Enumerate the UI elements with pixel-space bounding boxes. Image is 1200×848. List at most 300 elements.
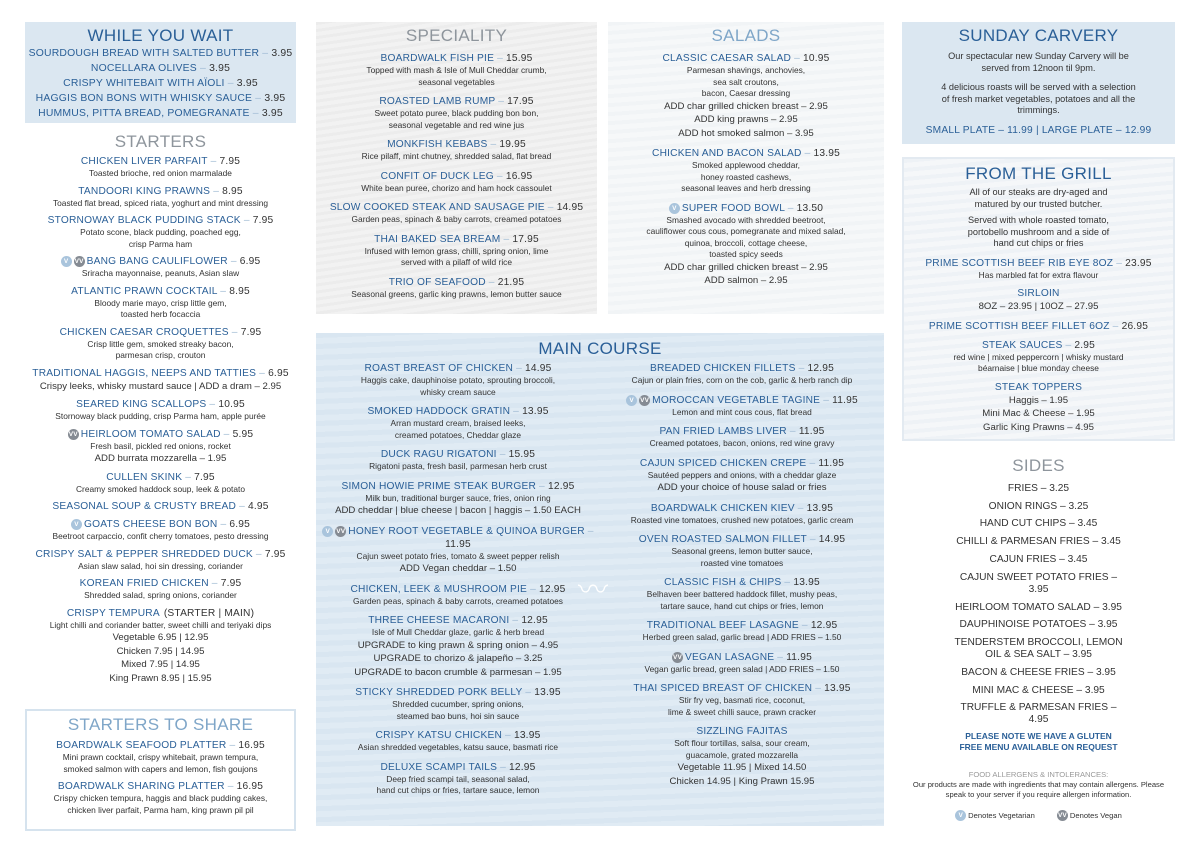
item-price: – 19.95 [487, 139, 525, 150]
item-name: CHICKEN, LEEK & MUSHROOM PIE [350, 583, 528, 595]
item-description: Light chilli and coriander batter, sweet chilli and teriyaki dips [49, 619, 272, 630]
item-name: MONKFISH KEBABS [387, 139, 488, 150]
menu-item-vegan-lasagne [600, 651, 884, 676]
item-name: CRISPY WHITEBAIT WITH AÏOLI [63, 78, 225, 89]
starters-section [25, 131, 296, 690]
item-description: sea salt croutons, [713, 76, 779, 87]
item-name: GOATS CHEESE BON BON [83, 519, 218, 530]
item-description: quinoa, broccoli, cottage cheese, [684, 237, 808, 248]
item-price: – 8.95 [217, 286, 250, 297]
item-option: Vegetable 11.95 | Mixed 14.50 [677, 762, 807, 773]
item-description: Asian shredded vegetables, katsu sauce, basmati rice [357, 742, 559, 752]
item-name: BREADED CHICKEN FILLETS [650, 363, 796, 374]
item-name: BOARDWALK CHICKEN KIEV [650, 502, 795, 514]
item-description: Haggis cake, dauphinoise potato, sprouting broccoli, [360, 375, 556, 385]
menu-item-cajun-spiced-chicken-crepe [600, 457, 884, 495]
item-title-line [25, 155, 296, 168]
item-option: 8OZ – 23.95 | 10OZ – 27.95 [978, 301, 1099, 312]
menu-item-oven-roasted-salmon-fillet [600, 533, 884, 569]
item-name: SIZZLING FAJITAS [696, 726, 788, 737]
menu-item-boardwalk-sharing-platter [27, 780, 294, 816]
item-description: cauliflower cous cous, pomegranate and mixed salad, [646, 226, 846, 236]
item-name: SEASONAL SOUP & CRUSTY BREAD [52, 501, 237, 512]
menu-item-chicken-liver-parfait [25, 155, 296, 180]
item-name: SEARED KING SCALLOPS [76, 399, 207, 410]
side-item: HAND CUT CHIPS – 3.45 [979, 518, 1098, 530]
menu-item-roast-breast-of-chicken [316, 362, 600, 398]
item-option: UPGRADE to bacon crumble & parmesan – 1.95 [354, 666, 562, 678]
item-description: Has marbled fat for extra flavour [978, 269, 1099, 280]
item-option: Mixed 7.95 | 14.95 [121, 659, 200, 670]
item-name: TRIO OF SEAFOOD [388, 276, 486, 288]
item-price: – 4.95 [236, 501, 269, 512]
legend-item [1057, 810, 1122, 821]
menu-item-prime-scottish-beef-fillet-6oz [904, 320, 1173, 333]
item-price: – 13.50 [785, 203, 823, 214]
item-description: Infused with lemon grass, chilli, spring onion, lime [364, 245, 549, 256]
section-title: SPECIALITY [405, 26, 508, 45]
item-title-line [600, 362, 884, 375]
item-title-line [600, 502, 884, 515]
item-price: – 6.95 [256, 368, 289, 379]
item-option: ADD char grilled chicken breast – 2.95 [664, 100, 828, 112]
item-title-line [25, 367, 296, 380]
item-price: – 14.95 [513, 363, 551, 374]
item-title-line [316, 138, 597, 151]
item-price: – 7.95 [241, 215, 274, 226]
item-price: – 12.95 [497, 762, 535, 773]
item-price: – 17.95 [495, 96, 533, 107]
vegan-badge-icon: VV [640, 396, 650, 404]
item-description: Beetroot carpaccio, confit cherry tomatoes, pesto dressing [52, 531, 269, 541]
main-course-section [316, 333, 884, 826]
item-price: – 8.95 [210, 186, 243, 197]
section-title: STARTERS TO SHARE [67, 715, 254, 734]
item-title-line [316, 276, 597, 289]
menu-item-seared-king-scallops [25, 398, 296, 423]
item-price: – 3.95 [197, 63, 230, 74]
side-item: MINI MAC & CHEESE – 3.95 [972, 684, 1105, 696]
menu-item-classic-caesar-salad [608, 52, 884, 140]
menu-item-goats-cheese-bon-bon [25, 518, 296, 543]
item-name: MOROCCAN VEGETABLE TAGINE [652, 394, 821, 406]
item-price: – 11.95 [774, 652, 812, 663]
item-price: – 2.95 [1062, 340, 1095, 351]
item-name: CLASSIC FISH & CHIPS [664, 577, 782, 588]
legend-label: Denotes Vegan [1069, 811, 1122, 820]
item-option: Crispy leeks, whisky mustard sauce | ADD a dram – 2.95 [39, 380, 282, 392]
item-name: SIRLOIN [1017, 288, 1060, 299]
menu-item-boardwalk-chicken-kiev [600, 502, 884, 527]
item-price: – 13.95 [502, 730, 540, 741]
item-description: Lemon and mint cous cous, flat bread [672, 406, 812, 417]
menu-item-sizzling-fajitas [600, 725, 884, 788]
item-name: NOCELLARA OLIVES [90, 63, 197, 74]
item-name: PAN FRIED LAMBS LIVER [659, 426, 787, 437]
item-title-line [316, 729, 600, 742]
item-price: – 10.95 [206, 399, 244, 410]
item-title-line [25, 326, 296, 339]
vegetarian-badge-icon: V [955, 810, 966, 821]
item-option: Haggis – 1.95 [1008, 394, 1069, 406]
menu-item-sticky-shredded-pork-belly [316, 686, 600, 722]
menu-item-confit-of-duck-leg [316, 170, 597, 195]
item-title-line [600, 651, 884, 664]
item-description: toasted herb focaccia [120, 309, 201, 319]
item-title-line [316, 233, 597, 246]
item-title-line [27, 739, 294, 752]
menu-item-three-cheese-macaroni [316, 614, 600, 679]
allergens-text: Our products are made with ingredients that may contain allergens. Please speak to your server if you require allergen information. [912, 780, 1165, 799]
item-title-line [600, 682, 884, 695]
item-title-line [25, 185, 296, 198]
item-description: Crispy chicken tempura, haggis and black pudding cakes, [53, 793, 268, 803]
item-name: SLOW COOKED STEAK AND SAUSAGE PIE [329, 202, 545, 213]
item-price: – 16.95 [225, 781, 263, 792]
item-title-line [316, 761, 600, 774]
item-name: CRISPY KATSU CHICKEN [375, 730, 503, 741]
item-name: OVEN ROASTED SALMON FILLET [638, 534, 807, 545]
item-price: – 17.95 [500, 234, 538, 245]
menu-item-moroccan-vegetable-tagine [600, 394, 884, 419]
menu-item-classic-fish-chips [600, 576, 884, 612]
item-price: – 12.95 [796, 363, 834, 374]
item-name: TRADITIONAL BEEF LASAGNE [646, 620, 799, 631]
item-price: – 7.95 [208, 156, 241, 167]
side-item: DAUPHINOISE POTATOES – 3.95 [959, 619, 1118, 631]
item-name: STEAK TOPPERS [994, 381, 1083, 393]
item-description: Topped with mash & Isle of Mull Cheddar crumb, [366, 65, 547, 75]
item-price: – 11.95 [806, 458, 844, 469]
item-description: Cajun or plain fries, corn on the cob, garlic & herb ranch dip [631, 375, 853, 385]
item-title-line [25, 107, 296, 121]
menu-item-thai-baked-sea-bream [316, 233, 597, 269]
item-description: steamed bao buns, hoi sin sauce [396, 710, 520, 721]
section-title: FROM THE GRILL [965, 164, 1112, 183]
item-title-line [608, 52, 884, 65]
menu-item-honey-root-vegetable-quinoa-burger [316, 525, 600, 576]
item-option: ADD cheddar | blue cheese | bacon | haggis – 1.50 EACH [335, 505, 581, 516]
item-description: tartare sauce, hand cut chips or fries, lemon [660, 600, 824, 611]
item-description: Crisp little gem, smoked streaky bacon, [87, 338, 234, 349]
item-name: TANDOORI KING PRAWNS [78, 185, 211, 197]
sides-section [902, 455, 1175, 729]
item-description: Mini prawn cocktail, crispy whitebait, prawn tempura, [62, 752, 259, 762]
item-description: Sriracha mayonnaise, peanuts, Asian slaw [81, 268, 240, 278]
item-title-line [316, 525, 600, 551]
item-title-line [25, 577, 296, 590]
item-title-line [600, 533, 884, 546]
section-title: SALADS [711, 26, 781, 45]
item-name: HAGGIS BON BONS WITH WHISKY SAUCE [35, 93, 253, 104]
item-title-line [25, 62, 296, 76]
item-option: ADD burrata mozzarella – 1.95 [94, 453, 227, 464]
side-item: CAJUN FRIES – 3.45 [989, 553, 1088, 565]
item-description: Shredded cucumber, spring onions, [392, 699, 524, 709]
item-name: SUPER FOOD BOWL [681, 202, 785, 214]
menu-item-monkfish-kebabs [316, 138, 597, 163]
menu-item-boardwalk-fish-pie [316, 52, 597, 88]
item-description: guacamole, grated mozzarella [685, 749, 799, 760]
item-price: – 3.95 [259, 48, 292, 59]
item-description: Shredded salad, spring onions, coriander [84, 590, 237, 600]
menu-item-tandoori-king-prawns [25, 185, 296, 210]
item-title-line [316, 170, 597, 183]
menu-item-deluxe-scampi-tails [316, 761, 600, 797]
vegetarian-badge-icon: V [626, 395, 637, 406]
item-description: Sautéed peppers and onions, with a cheddar glaze [647, 469, 837, 480]
menu-item-trio-of-seafood [316, 276, 597, 301]
vegetarian-badge-icon: V [71, 519, 82, 530]
menu-item-simon-howie-prime-steak-burger [316, 480, 600, 518]
menu-item-pan-fried-lambs-liver [600, 425, 884, 450]
item-name: THREE CHEESE MACARONI [368, 615, 510, 626]
item-price: – 11.95 [445, 526, 594, 550]
item-price: – 7.95 [182, 472, 215, 483]
item-title-line [316, 405, 600, 418]
item-title-line [608, 147, 884, 160]
item-option: UPGRADE to chorizo & jalapeño – 3.25 [373, 653, 543, 664]
item-name: BOARDWALK SHARING PLATTER [57, 781, 225, 792]
item-name: VEGAN LASAGNE [685, 651, 775, 663]
item-price: – 12.95 [536, 481, 574, 492]
menu-item-sourdough-bread-with-salted-butter [25, 47, 296, 61]
item-title-line [316, 201, 597, 214]
item-title-line [608, 202, 884, 215]
section-title: STARTERS [114, 132, 207, 151]
item-description: Sweet potato puree, black pudding bon bon, [374, 108, 539, 118]
item-description: Toasted brioche, red onion marmalade [89, 168, 232, 178]
item-name: CHICKEN CAESAR CROQUETTES [59, 326, 229, 338]
item-name: HUMMUS, PITTA BREAD, POMEGRANATE [38, 108, 250, 119]
item-description: parmesan crisp, crouton [115, 350, 206, 360]
item-price: – 7.95 [253, 549, 286, 560]
item-price: – 16.95 [494, 171, 532, 182]
side-item: CHILLI & PARMESAN FRIES – 3.45 [956, 536, 1121, 548]
item-price: – 3.95 [250, 108, 283, 119]
item-description: Creamy smoked haddock soup, leek & potato [76, 483, 245, 494]
menu-item-bang-bang-cauliflower [25, 255, 296, 280]
item-name: SOURDOUGH BREAD WITH SALTED BUTTER [28, 48, 260, 59]
item-description: Rice pilaff, mint chutney, shredded salad, flat bread [361, 151, 552, 161]
side-item: FRIES – 3.25 [1007, 483, 1070, 494]
item-name: KOREAN FRIED CHICKEN [79, 578, 209, 589]
item-price: – 13.95 [812, 683, 850, 694]
menu-item-traditional-beef-lasagne [600, 619, 884, 644]
item-description: Roasted vine tomatoes, crushed new potatoes, garlic cream [630, 514, 854, 525]
item-description: Smoked applewood cheddar, [691, 160, 801, 170]
item-title-line [316, 52, 597, 65]
item-title-line [904, 381, 1173, 394]
item-price: – 5.95 [221, 429, 254, 440]
item-description: served with a pilaff of wild rice [400, 257, 513, 267]
item-title-line [904, 287, 1173, 300]
item-description: Seasonal greens, garlic king prawns, lemon butter sauce [351, 288, 562, 299]
item-description: Garden peas, spinach & baby carrots, creamed potatoes [353, 595, 563, 606]
gluten-free-note: PLEASE NOTE WE HAVE A GLUTEN FREE MENU AVAILABLE ON REQUEST [959, 731, 1118, 752]
item-title-line [600, 576, 884, 589]
item-description: chicken liver parfait, Parma ham, king prawn pil pil [67, 804, 254, 815]
item-description: Toasted flat bread, spiced riata, yoghurt and mint dressing [52, 197, 269, 208]
item-option: ADD your choice of house salad or fries [657, 482, 827, 493]
item-option: Garlic King Prawns – 4.95 [983, 421, 1094, 433]
item-name: TRADITIONAL HAGGIS, NEEPS AND TATTIES [32, 367, 257, 379]
item-option: UPGRADE to king prawn & spring onion – 4.95 [357, 639, 559, 651]
item-price: – 15.95 [497, 449, 535, 460]
item-description: Arran mustard cream, braised leeks, [390, 418, 526, 428]
item-description: roasted vine tomatoes [700, 557, 784, 568]
item-description: Vegan garlic bread, green salad | ADD FRIES – 1.50 [644, 663, 840, 674]
item-option: ADD Vegan cheddar – 1.50 [399, 563, 517, 574]
item-name: CHICKEN AND BACON SALAD [652, 148, 802, 159]
vegan-badge-icon: VV [74, 258, 84, 265]
item-description: whisky cream sauce [420, 386, 496, 397]
item-title-line [25, 471, 296, 484]
item-description: Creamed potatoes, bacon, onions, red wine gravy [649, 438, 835, 448]
item-title-line [25, 285, 296, 298]
item-description: smoked salmon with capers and lemon, fish goujons [63, 763, 258, 774]
item-title-line [25, 518, 296, 531]
sunday-carvery-section [902, 22, 1175, 144]
vegan-badge-icon: VV [68, 430, 78, 438]
item-name: HEIRLOOM TOMATO SALAD [80, 428, 221, 440]
item-title-line [25, 500, 296, 513]
item-price: – 6.95 [217, 519, 250, 530]
menu-item-sirloin [904, 287, 1173, 314]
legend-label: Denotes Vegetarian [968, 811, 1035, 820]
item-description: Fresh basil, pickled red onions, rocket [90, 440, 231, 451]
menu-item-crispy-salt-pepper-shredded-duck [25, 548, 296, 573]
item-name: STEAK SAUCES [981, 339, 1063, 351]
side-item: TENDERSTEM BROCCOLI, LEMON OIL & SEA SALT – 3.95 [954, 636, 1123, 660]
item-name: CRISPY SALT & PEPPER SHREDDED DUCK [35, 548, 253, 560]
menu-item-haggis-bon-bons-with-whisky-sauce [25, 92, 296, 106]
allergens-title: FOOD ALLERGENS & INTOLERANCES: [968, 770, 1109, 779]
item-price: – 12.95 [527, 584, 565, 595]
item-price: – 15.95 [494, 53, 532, 64]
menu-item-breaded-chicken-fillets [600, 362, 884, 387]
item-price: – 3.95 [252, 93, 285, 104]
item-price: – 13.95 [781, 577, 819, 588]
badge-legend [902, 810, 1175, 821]
section-title: WHILE YOU WAIT [87, 26, 234, 45]
item-price: – 13.95 [522, 687, 560, 698]
vegetarian-badge-icon: V [322, 526, 333, 537]
menu-item-crispy-tempura [25, 607, 296, 686]
item-option: ADD salmon – 2.95 [704, 275, 788, 286]
item-title-line [316, 583, 600, 596]
item-price: – 13.95 [802, 148, 840, 159]
item-title-line [25, 398, 296, 411]
menu-item-crispy-katsu-chicken [316, 729, 600, 754]
item-option: King Prawn 8.95 | 15.95 [109, 672, 212, 684]
item-title-line [600, 394, 884, 407]
item-description: Soft flour tortillas, salsa, sour cream, [674, 738, 810, 748]
item-price: – 23.95 [1113, 258, 1151, 269]
item-title-line [600, 619, 884, 632]
menu-item-thai-spiced-breast-of-chicken [600, 682, 884, 718]
menu-item-duck-ragu-rigatoni [316, 448, 600, 473]
item-price: – 26.95 [1110, 321, 1148, 332]
item-price: – 13.95 [795, 503, 833, 514]
item-description: Rigatoni pasta, fresh basil, parmesan herb crust [369, 461, 547, 471]
grill-intro: Served with whole roasted tomato, portobello mushroom and a side of hand cut chips or fries [967, 215, 1110, 248]
item-name: PRIME SCOTTISH BEEF RIB EYE 8OZ [925, 257, 1114, 269]
item-option: Chicken 14.95 | King Prawn 15.95 [669, 775, 815, 787]
item-name: BANG BANG CAULIFLOWER [86, 256, 228, 267]
item-title-line [600, 725, 884, 738]
grill-intro: All of our steaks are dry-aged and matured by our trusted butcher. [969, 187, 1108, 209]
item-name: BOARDWALK FISH PIE [380, 53, 495, 64]
menu-item-chicken-caesar-croquettes [25, 326, 296, 362]
item-price: – 10.95 [791, 53, 829, 64]
item-description: Herbed green salad, garlic bread | ADD FRIES – 1.50 [642, 632, 842, 642]
item-description: lime & sweet chilli sauce, prawn cracker [667, 706, 816, 717]
item-title-line [600, 457, 884, 470]
menu-item-korean-fried-chicken [25, 577, 296, 602]
item-price: – 12.95 [799, 620, 837, 631]
side-item: TRUFFLE & PARMESAN FRIES – 4.95 [960, 702, 1117, 726]
item-description: creamed potatoes, Cheddar glaze [394, 429, 522, 440]
item-title-line [904, 257, 1173, 270]
menu-item-hummus-pitta-bread-pomegranate [25, 107, 296, 121]
menu-item-roasted-lamb-rump [316, 95, 597, 131]
item-title-line [25, 255, 296, 268]
item-name: ROASTED LAMB RUMP [379, 96, 496, 107]
item-name: SIMON HOWIE PRIME STEAK BURGER [341, 480, 537, 492]
menu-item-chicken-leek-mushroom-pie [316, 583, 600, 608]
item-description: Seasonal greens, lemon butter sauce, [671, 546, 813, 556]
item-title-line [25, 47, 296, 61]
carvery-text: Our spectacular new Sunday Carvery will be served from 12noon til 9pm. [948, 51, 1129, 73]
item-title-line [316, 480, 600, 493]
item-price: – 13.95 [510, 406, 548, 417]
item-description: Smashed avocado with shredded beetroot, [666, 214, 826, 225]
item-description: Cajun sweet potato fries, tomato & sweet pepper relish [356, 550, 560, 561]
item-title-line [316, 448, 600, 461]
side-item: BACON & CHEESE FRIES – 3.95 [961, 666, 1116, 678]
item-description: Bloody marie mayo, crisp little gem, [94, 297, 227, 308]
item-price: – 6.95 [228, 256, 261, 267]
section-title: SIDES [1012, 456, 1065, 475]
menu-item-steak-toppers [904, 381, 1173, 435]
item-title-line [316, 362, 600, 375]
from-the-grill-section [902, 157, 1175, 441]
item-description: hand cut chips or fries, tartare sauce, lemon [376, 785, 540, 795]
item-name: ROAST BREAST OF CHICKEN [364, 363, 514, 374]
item-title-line [25, 548, 296, 561]
item-option: Vegetable 6.95 | 12.95 [112, 632, 209, 643]
menu-item-crispy-whitebait-with-a-oli [25, 77, 296, 91]
menu-item-slow-cooked-steak-and-sausage-pie [316, 201, 597, 226]
item-option: ADD hot smoked salmon – 3.95 [678, 127, 814, 139]
item-price: – 7.95 [229, 327, 262, 338]
item-description: bacon, Caesar dressing [701, 88, 791, 98]
item-description: honey roasted cashews, [700, 171, 792, 182]
side-item: ONION RINGS – 3.25 [988, 500, 1089, 512]
item-name: BOARDWALK SEAFOOD PLATTER [56, 740, 227, 751]
item-title-line [27, 780, 294, 793]
item-title-line [904, 339, 1173, 352]
vegetarian-badge-icon: V [669, 203, 680, 214]
item-name: DUCK RAGU RIGATONI [380, 449, 497, 460]
vegan-badge-icon: VV [1058, 812, 1067, 819]
item-title-line [25, 77, 296, 91]
menu-item-cullen-skink [25, 471, 296, 496]
item-name: DELUXE SCAMPI TAILS [380, 761, 498, 773]
vegan-badge-icon: VV [672, 653, 683, 661]
salads-section [608, 22, 884, 314]
